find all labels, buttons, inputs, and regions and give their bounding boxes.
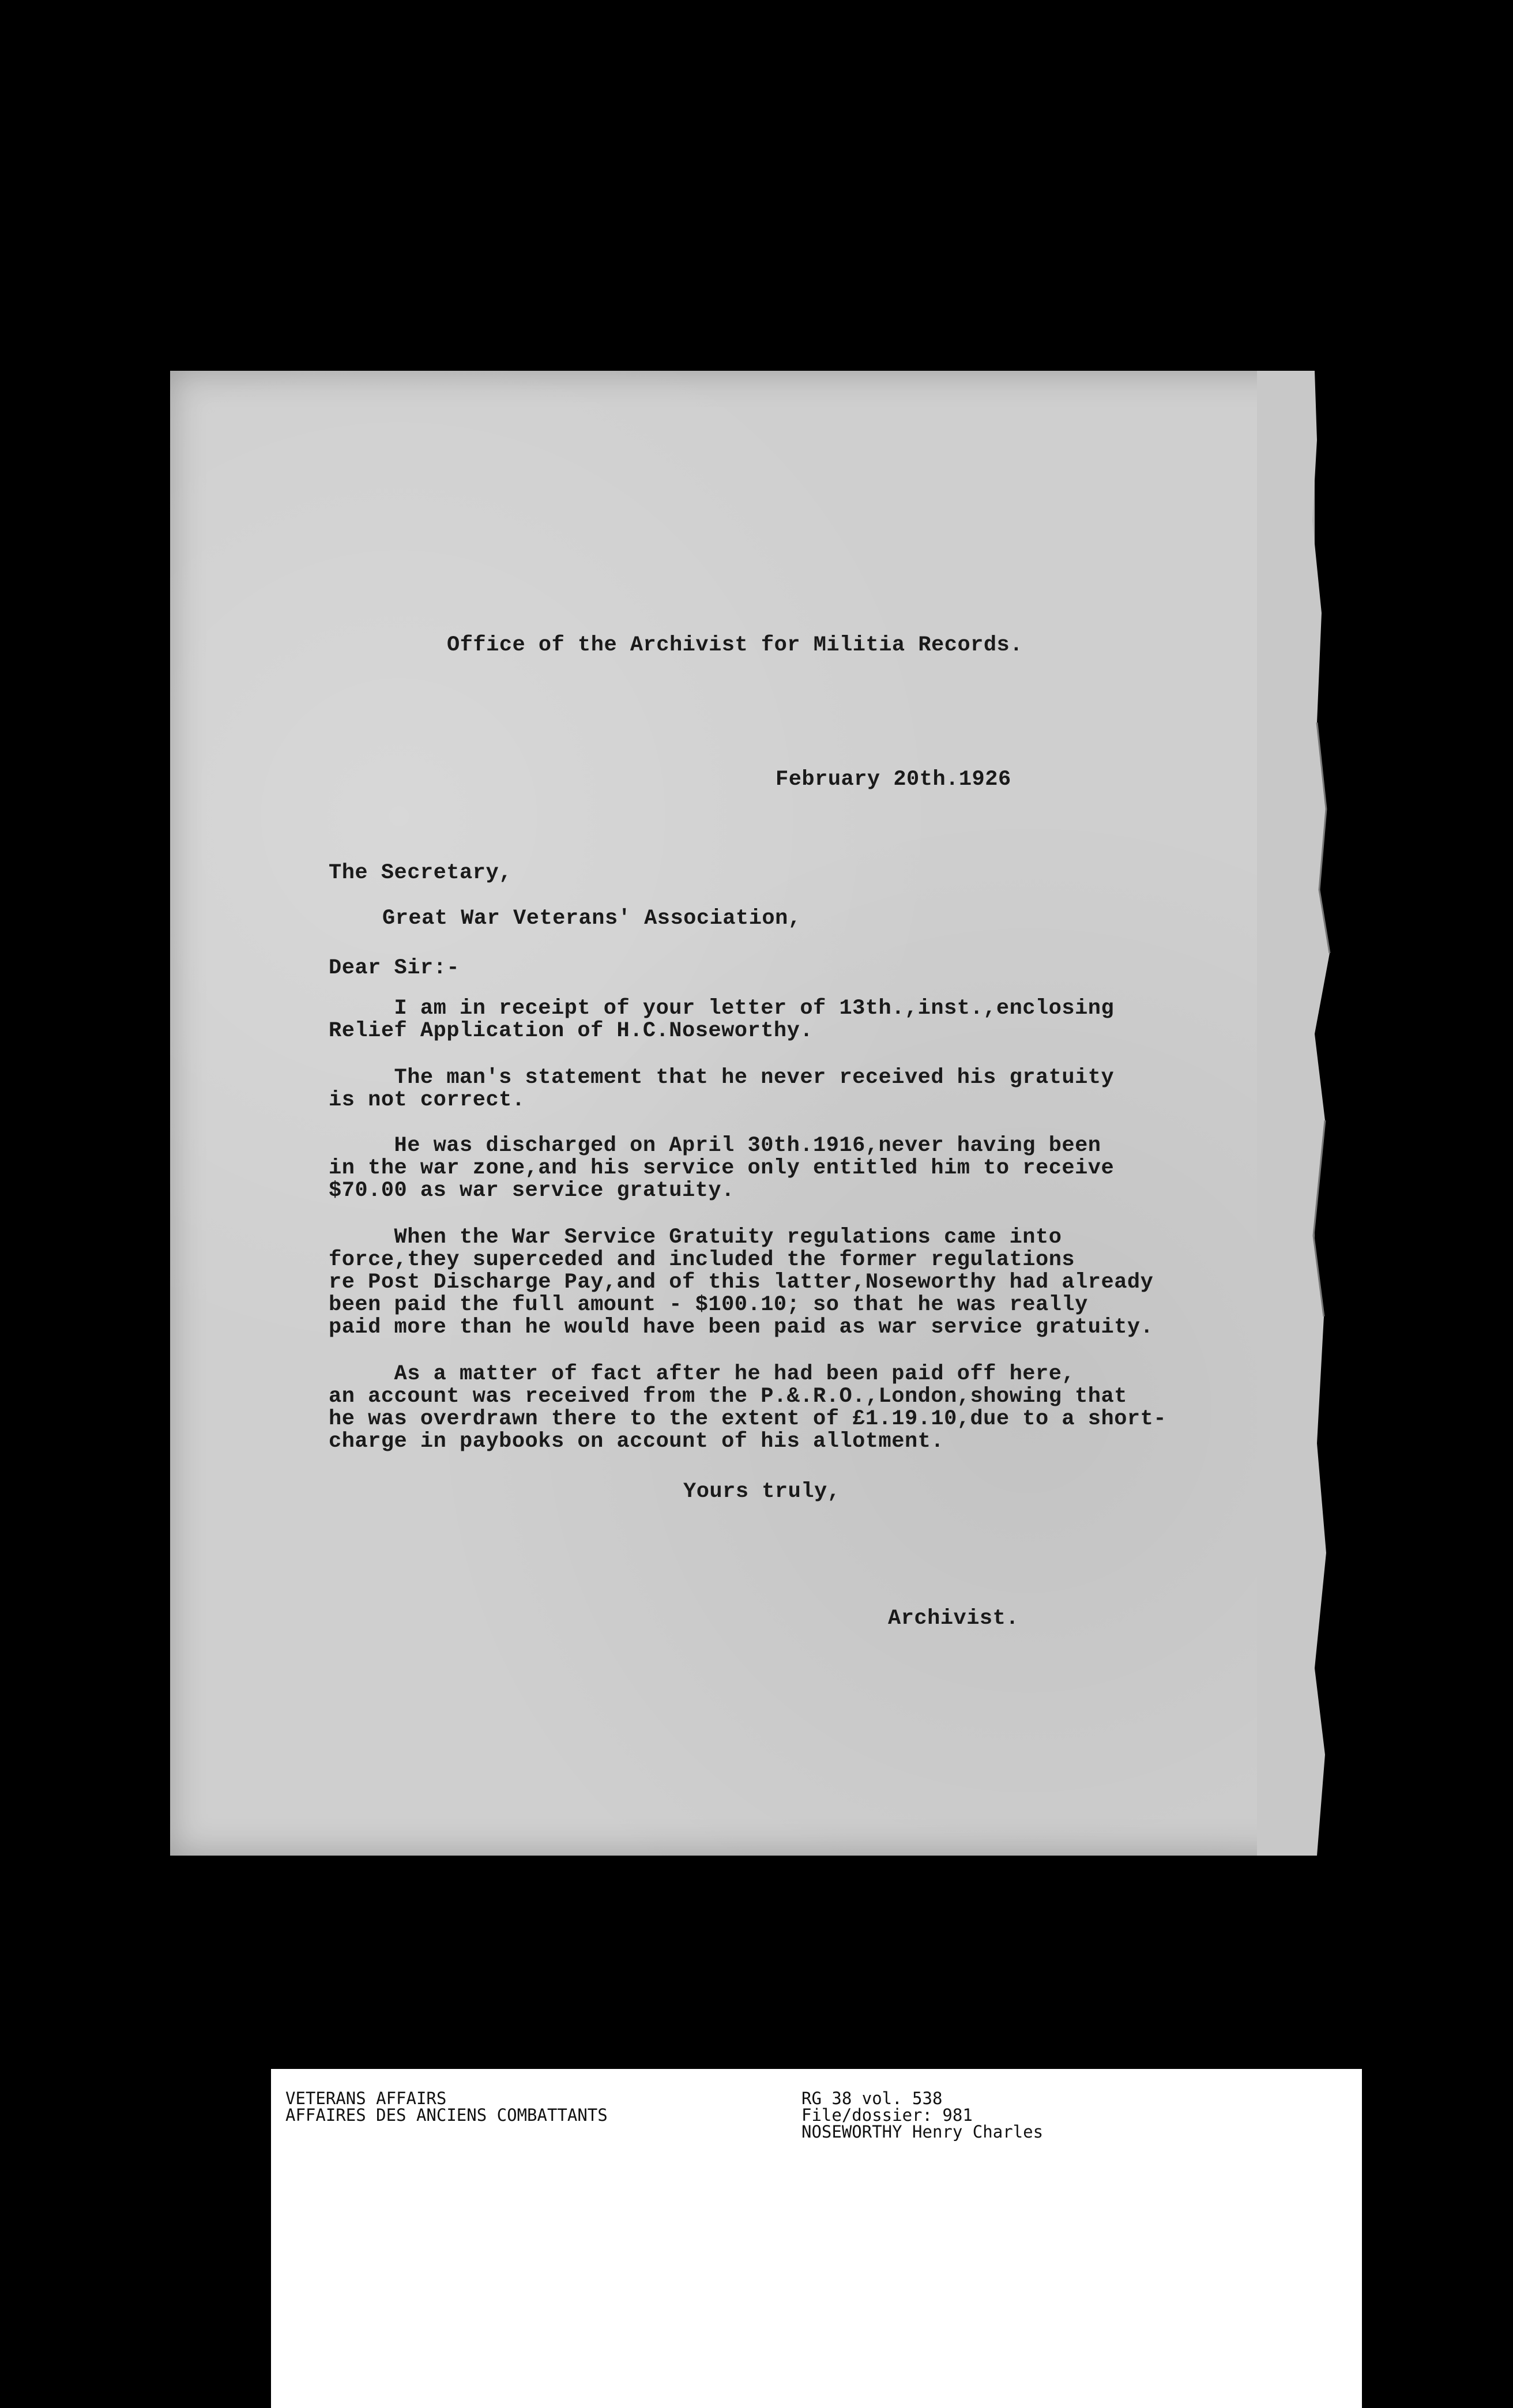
department-english: VETERANS AFFAIRS — [285, 2089, 447, 2108]
paragraph-regulations: When the War Service Gratuity regulations came into force,they superceded and included the former regulations re Post Discharge Pay,and of this latter,Noseworthy had already been paid the full amount - $100.10; so that he was really paid more than he would have been paid as war service gratuity. — [329, 1225, 1154, 1340]
paragraph-overdrawn: As a matter of fact after he had been paid off here, an account was received from the P.&.R.O.,London,showing that he was overdrawn there to the extent of £1.19.10,due to a short- charge in paybooks on account of his allotment. — [329, 1362, 1167, 1454]
torn-paper-edge — [1257, 371, 1332, 1856]
paragraph-statement: The man's statement that he never received his gratuity is not correct. — [329, 1066, 1115, 1112]
file-number: File/dossier: 981 — [801, 2105, 973, 2125]
recipient-title: The Secretary, — [329, 861, 512, 885]
letter-closing: Yours truly, — [683, 1480, 841, 1504]
archive-label — [271, 2069, 1362, 2408]
salutation: Dear Sir:- — [329, 956, 460, 980]
recipient-organization: Great War Veterans' Association, — [382, 906, 801, 931]
paragraph-receipt: I am in receipt of your letter of 13th.,inst.,enclosing Relief Application of H.C.Noseworthy. — [329, 996, 1115, 1043]
paragraph-discharge: He was discharged on April 30th.1916,never having been in the war zone,and his service only entitled him to receive $70.00 as war service gratuity. — [329, 1134, 1115, 1203]
letter-date: February 20th.1926 — [776, 767, 1011, 792]
letterhead: Office of the Archivist for Militia Records. — [447, 633, 1023, 657]
record-group: RG 38 vol. 538 — [801, 2089, 943, 2108]
department-french: AFFAIRES DES ANCIENS COMBATTANTS — [285, 2105, 608, 2125]
subject-name: NOSEWORTHY Henry Charles — [801, 2122, 1044, 2142]
letter-signature: Archivist. — [888, 1606, 1019, 1631]
letter-sheet — [170, 371, 1315, 1856]
